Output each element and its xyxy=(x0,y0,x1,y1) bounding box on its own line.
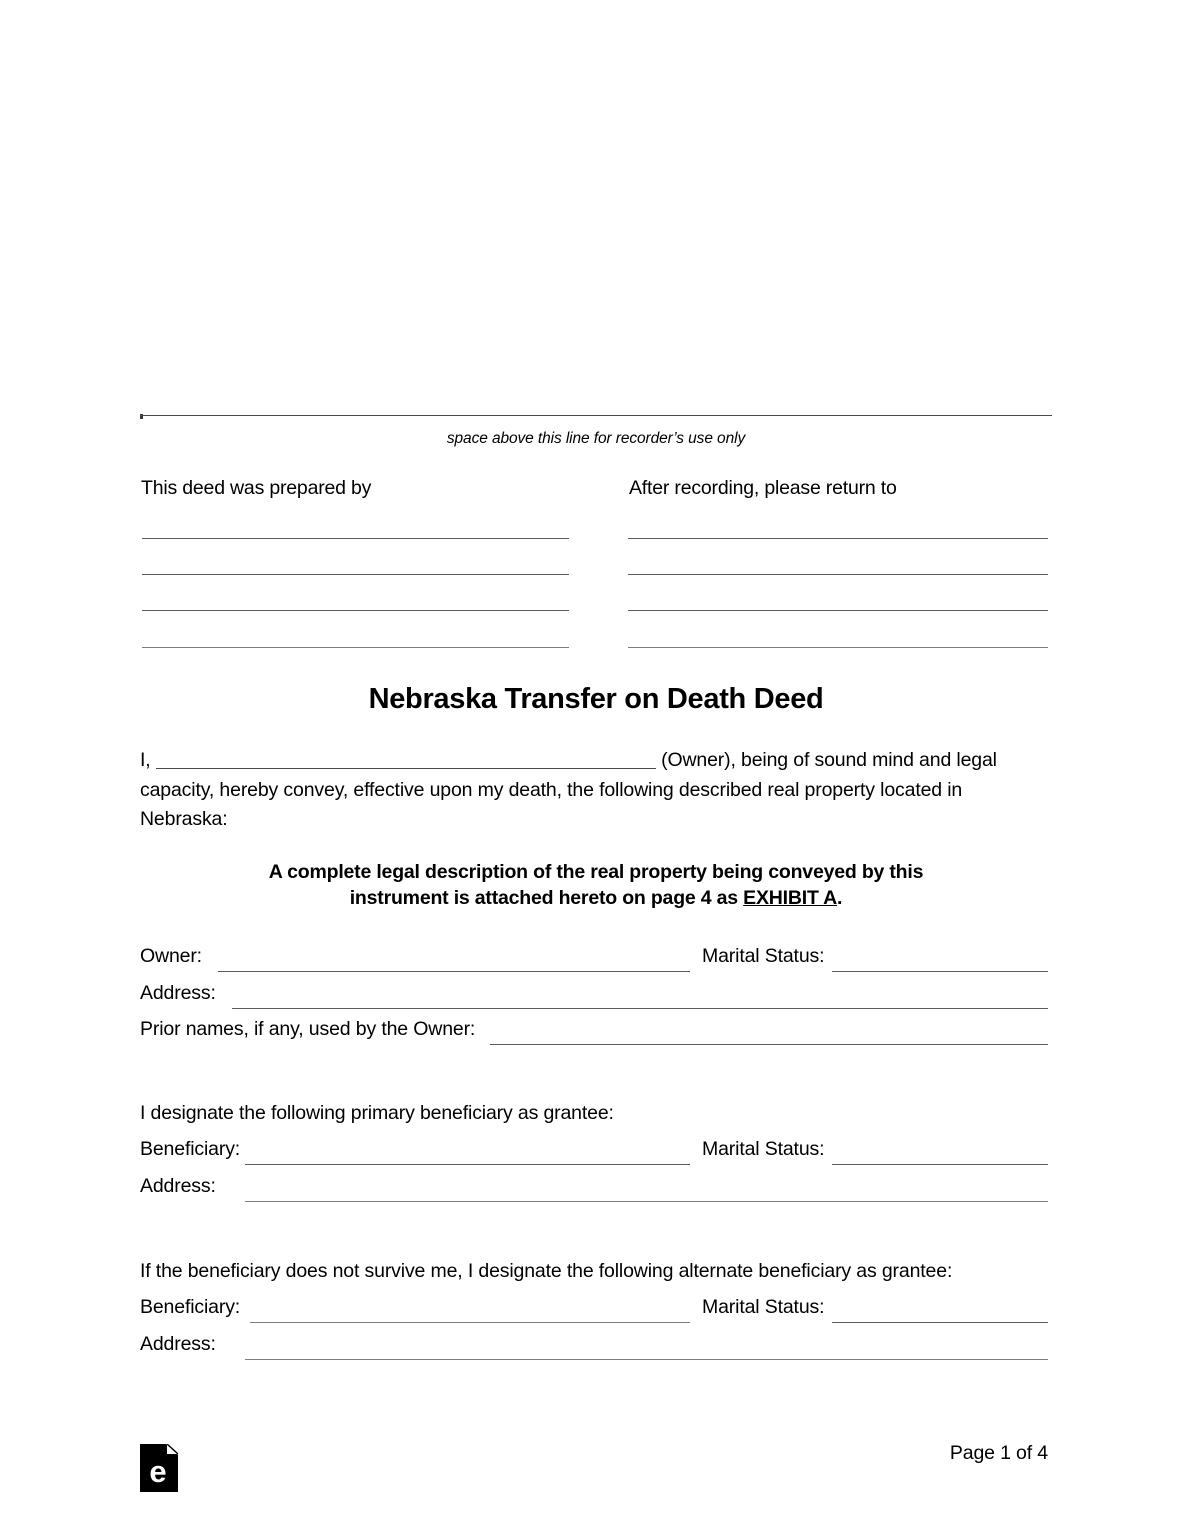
return-to-line-3[interactable] xyxy=(628,610,1048,611)
page-content xyxy=(140,0,1048,1536)
notice-line-1: A complete legal description of the real property being conveyed by this xyxy=(268,861,924,883)
primary-beneficiary-label: Beneficiary: xyxy=(140,1138,241,1160)
owner-prior-names-label: Prior names, if any, used by the Owner: xyxy=(140,1018,476,1040)
document-e-logo-icon xyxy=(140,1444,178,1492)
prepared-by-line-4[interactable] xyxy=(142,647,569,648)
primary-beneficiary-marital-status-label: Marital Status: xyxy=(702,1138,825,1160)
primary-beneficiary-lead: I designate the following primary beneficiary as grantee: xyxy=(140,1102,614,1124)
prepared-by-line-2[interactable] xyxy=(142,574,569,575)
alternate-beneficiary-address-label: Address: xyxy=(140,1333,216,1355)
return-to-line-1[interactable] xyxy=(628,538,1048,539)
primary-beneficiary-address-input-line[interactable] xyxy=(245,1201,1048,1202)
alternate-beneficiary-address-input-line[interactable] xyxy=(245,1359,1048,1360)
alternate-beneficiary-input-line[interactable] xyxy=(250,1322,690,1323)
exhibit-a-reference: EXHIBIT A xyxy=(743,887,838,909)
primary-beneficiary-marital-status-input-line[interactable] xyxy=(832,1164,1048,1165)
primary-beneficiary-address-label: Address: xyxy=(140,1175,216,1197)
prepared-by-label: This deed was prepared by xyxy=(141,477,372,499)
alternate-beneficiary-lead: If the beneficiary does not survive me, I designate the following alternate beneficiary as grantee: xyxy=(140,1260,953,1282)
intro-prefix-text: I, xyxy=(140,749,151,771)
alternate-beneficiary-marital-status-label: Marital Status: xyxy=(702,1296,825,1318)
recorder-area-divider xyxy=(140,414,1052,418)
return-to-label: After recording, please return to xyxy=(629,477,897,499)
return-to-line-2[interactable] xyxy=(628,574,1048,575)
page-number-label: Page 1 of 4 xyxy=(949,1442,1048,1464)
return-to-line-4[interactable] xyxy=(628,647,1048,648)
recorder-divider-rule xyxy=(140,415,1052,416)
alternate-beneficiary-label: Beneficiary: xyxy=(140,1296,241,1318)
owner-name-input-line[interactable] xyxy=(218,971,690,972)
svg-text:e: e xyxy=(149,1454,167,1489)
owner-marital-status-input-line[interactable] xyxy=(832,971,1048,972)
page-title: Nebraska Transfer on Death Deed xyxy=(368,683,824,715)
primary-beneficiary-input-line[interactable] xyxy=(245,1164,690,1165)
legal-description-notice xyxy=(140,859,1052,911)
owner-address-input-line[interactable] xyxy=(232,1008,1048,1009)
recorder-use-caption: space above this line for recorder’s use only xyxy=(446,430,746,447)
conveyance-paragraph xyxy=(140,746,1048,835)
owner-marital-status-label: Marital Status: xyxy=(702,945,825,967)
owner-name-blank-field[interactable] xyxy=(156,749,656,769)
alternate-beneficiary-marital-status-input-line[interactable] xyxy=(832,1322,1048,1323)
intro-suffix-text: (Owner), being of sound mind and legal capacity, hereby convey, effective upon my death, the following described real property located in Nebraska: xyxy=(140,749,997,830)
owner-address-label: Address: xyxy=(140,982,216,1004)
notice-line-2-suffix: . xyxy=(837,887,843,909)
notice-line-2-prefix: instrument is attached hereto on page 4 as xyxy=(349,887,744,909)
prepared-by-line-1[interactable] xyxy=(142,538,569,539)
owner-prior-names-input-line[interactable] xyxy=(490,1044,1048,1045)
prepared-by-line-3[interactable] xyxy=(142,610,569,611)
owner-label: Owner: xyxy=(140,945,202,967)
